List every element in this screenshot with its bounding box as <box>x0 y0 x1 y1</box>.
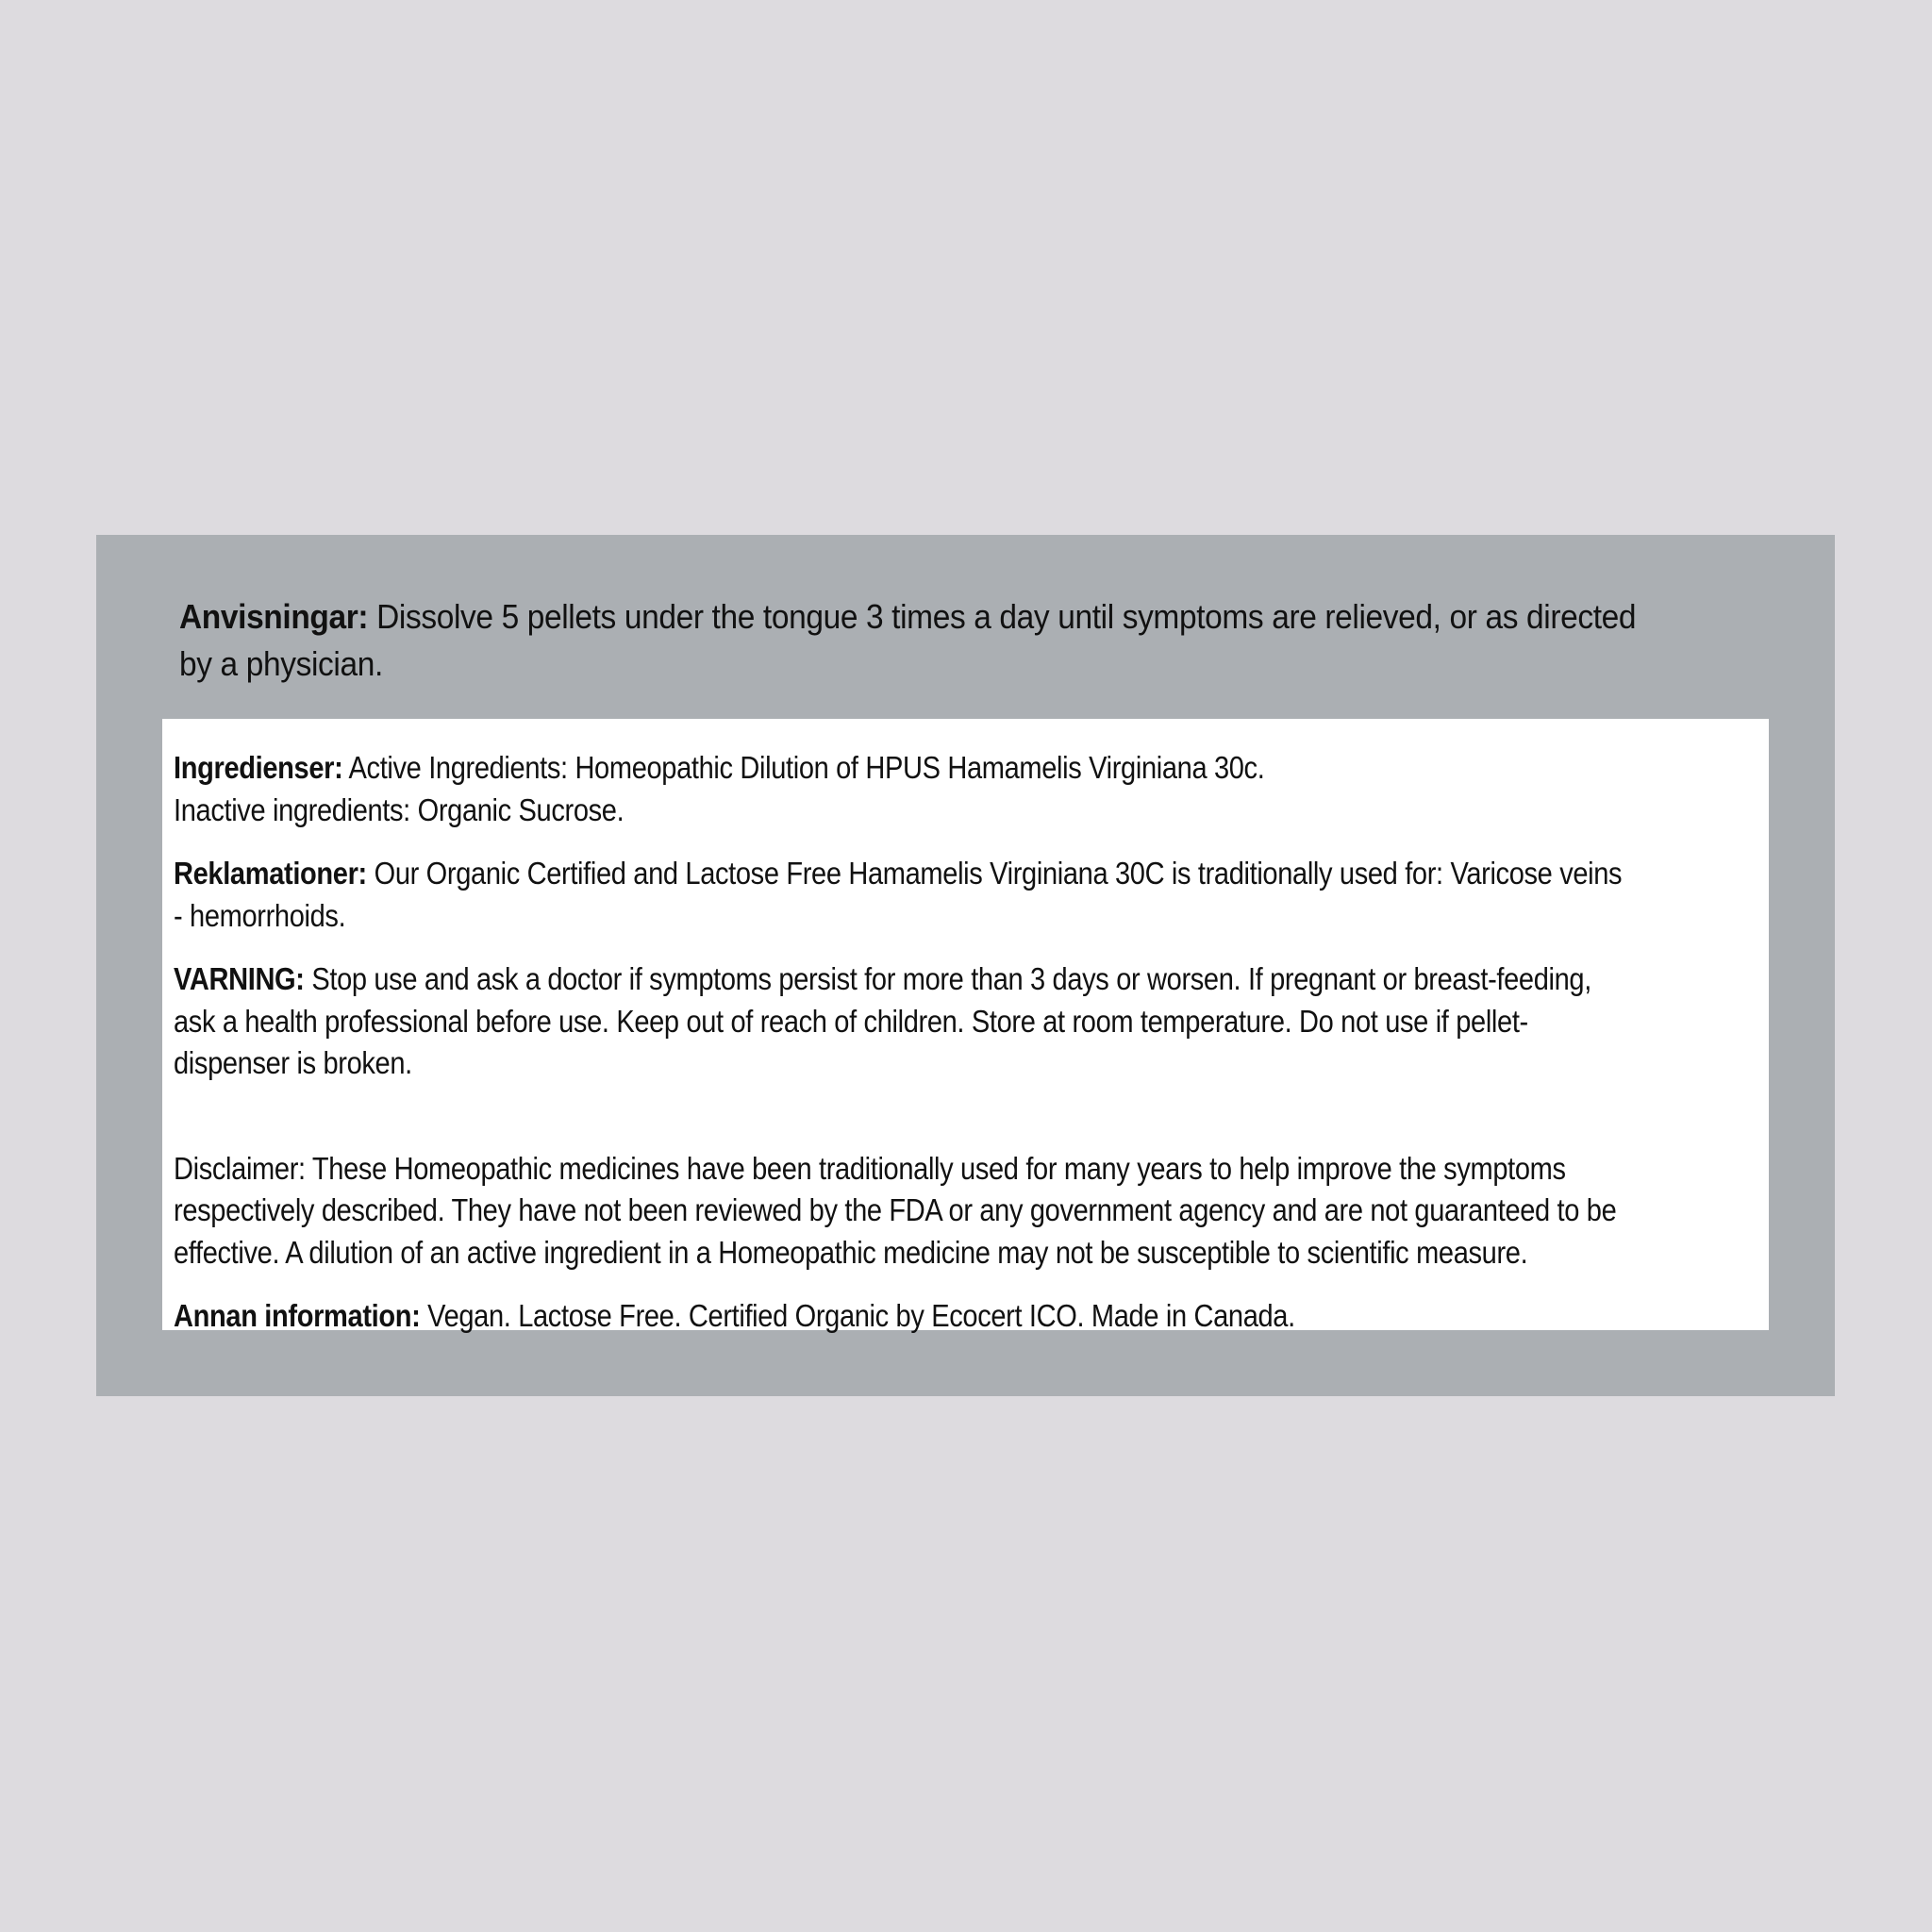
ingredients-section <box>174 747 1635 831</box>
active-ingredients-text: Active Ingredients: Homeopathic Dilution of HPUS Hamamelis Virginiana 30c. <box>342 750 1265 785</box>
directions-label: Anvisningar: <box>179 597 369 636</box>
inactive-ingredients-text: Inactive ingredients: Organic Sucrose. <box>174 791 625 827</box>
claims-label: Reklamationer: <box>174 856 367 891</box>
warning-section <box>174 958 1635 1085</box>
info-content <box>174 747 1635 1359</box>
other-info-section <box>174 1295 1635 1338</box>
info-box <box>162 719 1769 1333</box>
claims-section <box>174 853 1635 937</box>
claims-text: Our Organic Certified and Lactose Free Hamamelis Virginiana 30C is traditionally used for: Varicose veins - hemorrhoids. <box>174 856 1623 933</box>
warning-label: VARNING: <box>174 961 305 996</box>
directions-section <box>179 593 1653 688</box>
ingredients-label: Ingredienser: <box>174 750 343 785</box>
label-panel <box>96 535 1835 1396</box>
directions-text: Dissolve 5 pellets under the tongue 3 times a day until symptoms are relieved, or as directed by a physician. <box>179 597 1637 683</box>
disclaimer-section <box>174 1148 1635 1274</box>
disclaimer-text: Disclaimer: These Homeopathic medicines have been traditionally used for many years to help improve the symptoms respectively described. They have not been reviewed by the FDA or any government agency and are not guaranteed to be effective. A dilution of an active ingredient in a Homeopathic medicine may not be susceptible to scientific measure. <box>174 1150 1617 1270</box>
warning-text: Stop use and ask a doctor if symptoms persist for more than 3 days or worsen. If pregnant or breast-feeding, ask a health professional before use. Keep out of reach of children. Store at room temperature. Do not use if pellet-dispenser is broken. <box>174 961 1591 1080</box>
other-info-label: Annan information: <box>174 1298 421 1333</box>
other-info-text: Vegan. Lactose Free. Certified Organic by Ecocert ICO. Made in Canada. <box>420 1298 1295 1333</box>
